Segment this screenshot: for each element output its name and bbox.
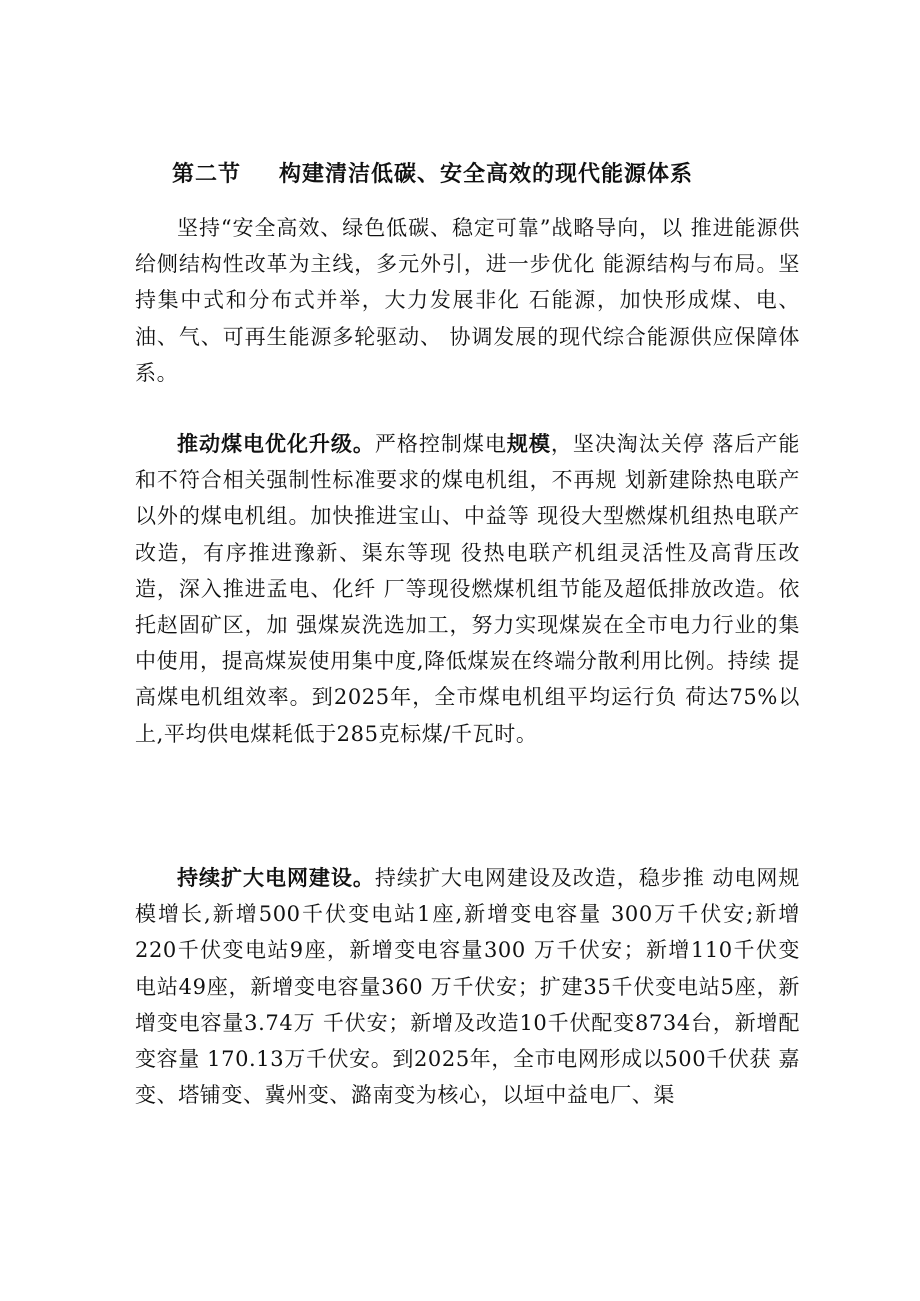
section-heading — [172, 157, 693, 188]
paragraph-grid — [135, 860, 800, 1113]
paragraph-coal-power-text-a: 严格控制煤电 — [374, 432, 507, 456]
paragraph-grid-text: 持续扩大电网建设及改造，稳步推 动电网规模增长,新增500千伏变电站1座,新增变电容量 300万千伏安;新增220千伏变电站9座，新增变电容量300 万千伏安；新增110千伏变电站49座，新增变电容量360 万千伏安；扩建35千伏变电站5座，新增变电容量3.74万 千伏安；新增及改造10千伏配变8734台，新增配变容量 170.13万千伏安。到2025年，全市电网形成以500千伏获 嘉变、塔铺变、冀州变、潞南变为核心，以垣中益电厂、渠 — [135, 866, 800, 1108]
paragraph-coal-power-emphasis: 规模 — [506, 431, 551, 456]
paragraph-coal-power-lead: 推动煤电优化升级。 — [177, 431, 375, 456]
paragraph-grid-lead: 持续扩大电网建设。 — [177, 865, 375, 890]
section-title: 构建清洁低碳、安全高效的现代能源体系 — [279, 161, 694, 187]
paragraph-intro-text: 坚持“安全高效、绿色低碳、稳定可靠”战略导向，以 推进能源供给侧结构性改革为主线，多元外引，进一步优化 能源结构与布局。坚持集中式和分布式并举，大力发展非化 石能源，加快形成煤、电、油、气、可再生能源多轮驱动、 协调发展的现代综合能源供应保障体系。 — [135, 216, 800, 385]
paragraph-intro — [135, 210, 800, 391]
paragraph-coal-power — [135, 426, 800, 752]
paragraph-coal-power-text-b: ，坚决淘汰关停 落后产能和不符合相关强制性标准要求的煤电机组，不再规 划新建除热电联产以外的煤电机组。加快推进宝山、中益等 现役大型燃煤机组热电联产改造，有序推进豫新、渠东等现 役热电联产机组灵活性及高背压改造，深入推进孟电、化纤 厂等现役燃煤机组节能及超低排放改造。依托赵固矿区，加 强煤炭洗选加工，努力实现煤炭在全市电力行业的集中使用，提高煤炭使用集中度,降低煤炭在终端分散利用比例。持续 提高煤电机组效率。到2025年，全市煤电机组平均运行负 荷达75%以上,平均供电煤耗低于285克标煤/千瓦时。 — [135, 432, 800, 746]
section-number: 第二节 — [172, 161, 242, 187]
